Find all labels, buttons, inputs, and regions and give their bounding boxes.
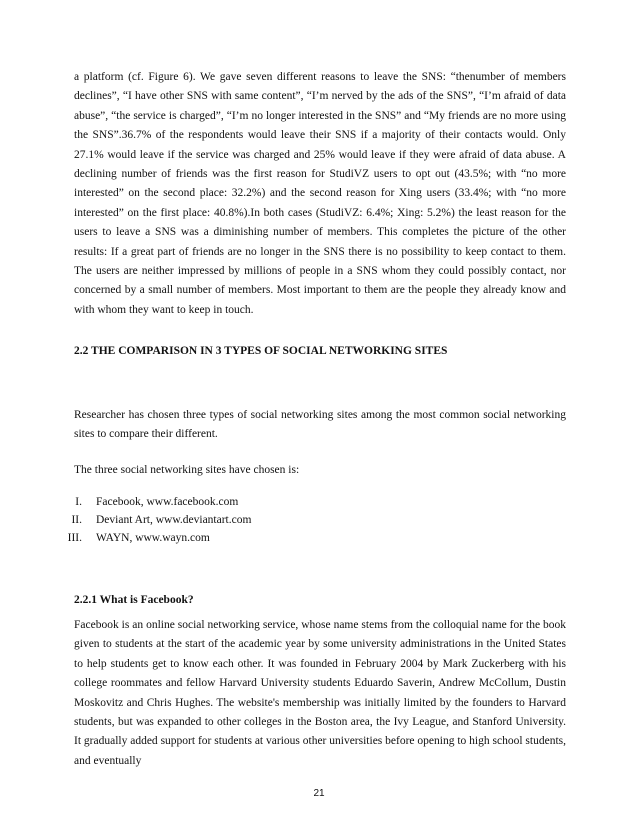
list-item-text: WAYN, www.wayn.com bbox=[96, 532, 210, 544]
section-heading: 2.2 THE COMPARISON IN 3 TYPES OF SOCIAL NETWORKING SITES bbox=[74, 345, 448, 357]
facebook-paragraph: Facebook is an online social networking service, whose name stems from the colloquial name for the book given to students at the start of the academic year by some university administrations in the United States to help students get to know each other. It was founded in February 2004 by Mark Zuckerberg with his college roommates and fellow Harvard University students Eduardo Saverin, Andrew McCollum, Dustin Moskovitz and Chris Hughes. The website's membership was initially limited by the founders to Harvard students, but was expanded to other colleges in the Boston area, the Ivy League, and Stanford University. It gradually added support for students at various other universities before opening to high school students, and eventually bbox=[74, 619, 566, 767]
list-item-number: III. bbox=[67, 532, 82, 544]
list-item-text: Facebook, www.facebook.com bbox=[96, 496, 239, 508]
continuation-paragraph: a platform (cf. Figure 6). We gave seven different reasons to leave the SNS: “thenumber of members declines”, “I have other SNS with same content”, “I’m nerved by the ads of the SNS”, “I’m afraid of data abuse”, “the service is charged”, “I’m no longer interested in the SNS” and “My friends are no more using the SNS”.36.7% of the respondents would leave their SNS if a majority of their contacts would. Only 27.1% would leave if the service was charged and 25% would leave if they were afraid of data abuse. A declining number of friends was the first reason for StudiVZ users to opt out (43.5%; with “no more interested” on the second place: 32.2%) and the second reason for Xing users (33.4%; with “no more interested” on the first place: 40.8%).In both cases (StudiVZ: 6.4%; Xing: 5.2%) the least reason for the users to leave a SNS was a diminishing number of members. This completes the picture of the other results: If a great part of friends are no longer in the SNS there is no possibility to keep contact to them. The users are neither impressed by millions of people in a SNS whom they could possibly contact, nor concerned by a small number of members. Most important to them are the people they already know and with whom they want to keep in touch. bbox=[74, 71, 566, 316]
list-intro: The three social networking sites have chosen is: bbox=[74, 464, 300, 476]
sites-list bbox=[60, 493, 251, 547]
list-item bbox=[60, 511, 251, 529]
list-item-text: Deviant Art, www.deviantart.com bbox=[96, 514, 252, 526]
subheading: 2.2.1 What is Facebook? bbox=[74, 594, 194, 606]
list-item bbox=[60, 493, 251, 511]
researcher-paragraph: Researcher has chosen three types of social networking sites among the most common social networking sites to compare their different. bbox=[74, 409, 566, 441]
facebook-block bbox=[74, 616, 566, 771]
continuation-block bbox=[74, 68, 566, 320]
page-number: 21 bbox=[313, 788, 325, 799]
list-item-number: I. bbox=[75, 496, 82, 508]
list-intro-block bbox=[74, 461, 566, 480]
list-item bbox=[60, 529, 251, 547]
list-item-number: II. bbox=[71, 514, 82, 526]
researcher-block bbox=[74, 406, 566, 445]
